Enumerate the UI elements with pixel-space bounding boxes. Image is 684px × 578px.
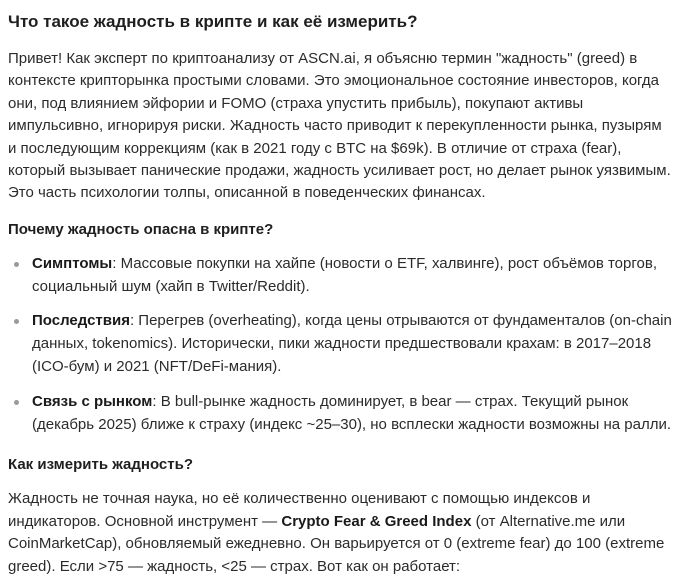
bullet-icon (14, 262, 19, 267)
measure-paragraph (8, 488, 674, 578)
item-label: Связь с рынком (32, 392, 153, 410)
bullet-icon (14, 400, 19, 405)
item-label: Последствия (32, 312, 130, 330)
item-label: Симптомы (32, 254, 113, 272)
text-run: Жадность не точная наука, но её количественно оценивают с помощью индексов и индикаторов. Основной инструмент — (8, 490, 591, 530)
danger-list (8, 253, 674, 437)
bullet-icon (14, 319, 19, 324)
item-text: : Перегрев (overheating), когда цены отрываются от фундаменталов (on-chain данных, tokenomics). Исторически, пики жадности предшествовали крахам: в 2017–2018 (ICO-бум) и 2021 (NFT/DeFi-мания). (32, 312, 672, 376)
item-text: : Массовые покупки на хайпе (новости о ETF, халвинге), рост объёмов торгов, социальный шум (хайп в Twitter/Reddit). (32, 254, 657, 295)
intro-paragraph: Привет! Как эксперт по криптоанализу от ASCN.ai, я объясню термин "жадность" (greed) в контексте крипторынка простыми словами. Это эмоциональное состояние инвесторов, когда они, под влиянием эйфории и FOMO (страха упустить прибыль), покупают активы импульсивно, игнорируя риски. Жадность часто приводит к перекупленности рынка, пузырям и последующим коррекциям (как в 2021 году с BTC на $69k). В отличие от страха (fear), который вызывает панические продажи, жадность усиливает рост, но делает рынок уязвимым. Это часть психологии толпы, описанной в поведенческих финансах. (8, 50, 671, 202)
index-name: Crypto Fear & Greed Index (281, 512, 472, 530)
item-text: : В bull-рынке жадность доминирует, в bear — страх. Текущий рынок (декабрь 2025) ближе к страху (индекс ~25–30), но всплески жадности возможны на ралли. (32, 392, 671, 433)
section-heading-measure: Как измерить жадность? (8, 456, 193, 474)
text-run: (от Alternative.me или CoinMarketCap), обновляемый ежедневно. Он варьируется от 0 (extreme fear) до 100 (extreme greed). Если >75 — жадность, <25 — страх. Вот как он работает: (8, 512, 665, 575)
list-item (8, 253, 674, 299)
page-title: Что такое жадность в крипте и как её измерить? (8, 12, 418, 31)
list-item (8, 310, 674, 378)
list-item (8, 391, 674, 437)
section-heading-danger: Почему жадность опасна в крипте? (8, 220, 274, 238)
